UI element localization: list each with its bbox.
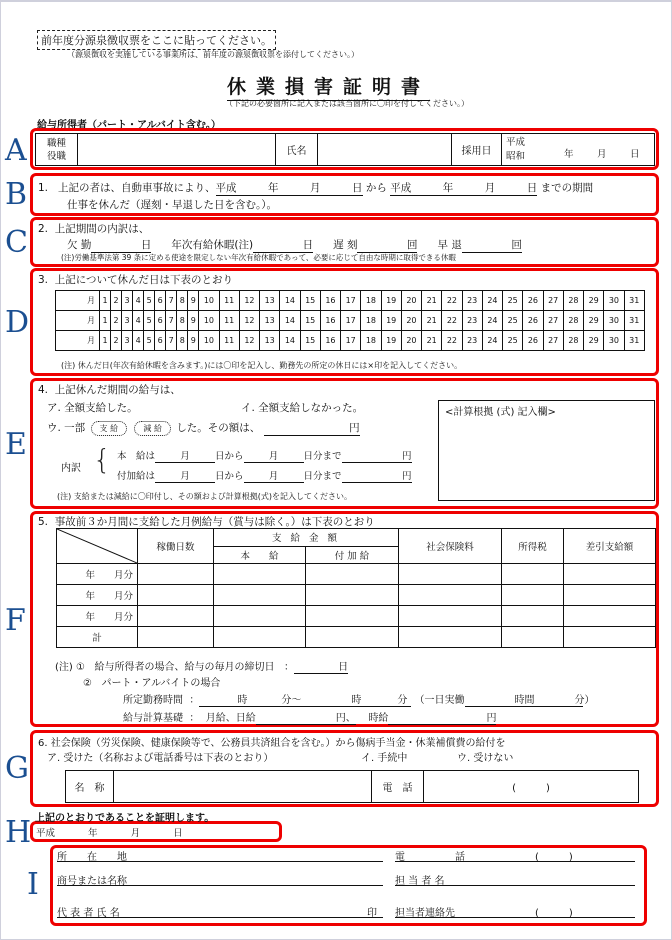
section-b-line1: 1. 上記の者は、自動車事故により、平成 年 月 日 から 平成 年 月 日 までの期間 (38, 182, 594, 194)
calendar-day-cell[interactable]: 29 (584, 311, 604, 331)
employee-type-label: 給与所得者（パート・アルバイト含む。） (37, 120, 221, 131)
oval-reduce[interactable]: 減 給 (134, 421, 171, 436)
table-row (57, 606, 656, 627)
calendar-day-cell[interactable]: 13 (260, 311, 280, 331)
insurance-info-table (65, 770, 639, 803)
calendar-day-cell[interactable]: 11 (219, 291, 239, 311)
breakdown-label: 内訳 (61, 463, 81, 474)
calendar-day-cell[interactable]: 16 (320, 331, 340, 351)
section-letter-g: G (5, 751, 29, 786)
cell[interactable] (564, 627, 656, 648)
calendar-day-cell[interactable]: 23 (462, 291, 482, 311)
paid-leave-days-field[interactable]: 日 (253, 237, 313, 253)
calendar-day-cell[interactable]: 11 (219, 331, 239, 351)
option-not-received[interactable]: ウ. 受けない (457, 753, 514, 764)
job-title-label: 職種 役職 (36, 134, 78, 166)
closing-day-field[interactable]: 日 (294, 658, 348, 674)
calendar-day-cell[interactable]: 8 (177, 291, 188, 311)
absence-calendar-table (55, 290, 645, 351)
absence-days-field[interactable]: 日 (91, 237, 151, 253)
calendar-month-cell[interactable]: 月 (56, 311, 100, 331)
cell[interactable] (502, 564, 564, 585)
calendar-day-cell[interactable]: 4 (133, 331, 144, 351)
extra-pay-from-month[interactable]: 月 (155, 468, 215, 483)
insurance-name-field[interactable] (114, 771, 372, 803)
contact-name-label: 担 当 者 名 (395, 876, 445, 887)
calendar-day-cell[interactable]: 23 (462, 311, 482, 331)
section-letter-f: F (5, 603, 26, 638)
calendar-day-cell[interactable]: 1 (100, 291, 111, 311)
calendar-day-cell[interactable]: 28 (563, 291, 583, 311)
diagonal-line-icon (57, 529, 137, 563)
insurance-name-label: 名 称 (66, 771, 114, 803)
calendar-month-cell[interactable]: 月 (56, 291, 100, 311)
calendar-day-cell[interactable]: 14 (280, 291, 300, 311)
calendar-day-cell[interactable]: 6 (155, 331, 166, 351)
calendar-day-cell[interactable]: 10 (199, 311, 219, 331)
calendar-day-cell[interactable]: 12 (239, 291, 259, 311)
calendar-day-cell[interactable]: 28 (563, 331, 583, 351)
brace-icon: { (93, 443, 111, 476)
calendar-day-cell[interactable]: 21 (422, 291, 442, 311)
col-work-days: 稼働日数 (138, 529, 214, 564)
calendar-day-cell[interactable]: 1 (100, 331, 111, 351)
job-title-field[interactable] (78, 134, 276, 166)
section-letter-h: H (5, 815, 32, 850)
section-e-note: (注) 支給または減給に〇印付し、その額および計算根拠(式)を記入してください。 (57, 492, 353, 501)
calendar-day-cell[interactable]: 21 (422, 331, 442, 351)
section-f-note-1: (注) ① 給与所得者の場合、給与の毎月の締切日 ： 日 (55, 658, 348, 674)
base-pay-amount[interactable]: 円 (342, 448, 412, 463)
calendar-day-cell[interactable]: 5 (144, 331, 155, 351)
partial-amount-field[interactable]: 円 (264, 420, 360, 436)
calendar-day-cell[interactable]: 22 (442, 331, 462, 351)
calendar-day-cell[interactable]: 10 (199, 291, 219, 311)
calendar-day-cell[interactable]: 17 (341, 311, 361, 331)
diagonal-header-cell (57, 529, 138, 564)
cell[interactable] (306, 564, 399, 585)
section-c-heading: 2. 上記期間の内訳は、 (38, 223, 150, 235)
calendar-day-cell[interactable]: 7 (166, 291, 177, 311)
option-partial: ウ. 一部 支 給 減 給 した。その額は、 円 (47, 422, 360, 434)
absence-end-date[interactable]: 平成 年 月 日 (390, 182, 538, 194)
monthly-daily-wage-field[interactable]: 円、 (256, 709, 356, 725)
hire-date-label: 採用日 (452, 134, 502, 166)
address-field[interactable] (57, 848, 383, 862)
cell[interactable] (399, 627, 502, 648)
document-title: 休業損害証明書 (227, 72, 430, 101)
representative-label: 代 表 者 氏 名 (57, 908, 120, 919)
calendar-day-cell[interactable]: 26 (523, 311, 543, 331)
calendar-day-cell[interactable]: 16 (320, 311, 340, 331)
section-d-note: (注) 休んだ日(年次有給休暇を含みます。)には〇印を記入し、勤務先の所定の休日には×印を記入してください。 (61, 361, 463, 370)
calendar-day-cell[interactable]: 12 (239, 331, 259, 351)
hourly-wage-field[interactable]: 円 (388, 709, 496, 725)
base-pay-row: 本 給は 月 日から 月 日分まで 円 (117, 448, 412, 463)
cell[interactable] (138, 564, 214, 585)
start-time-field[interactable]: 時 分〜 (199, 691, 303, 707)
calendar-day-cell[interactable]: 9 (188, 311, 199, 331)
calendar-day-cell[interactable]: 9 (188, 331, 199, 351)
cell[interactable] (502, 606, 564, 627)
calendar-day-cell[interactable]: 3 (122, 291, 133, 311)
table-row (57, 564, 656, 585)
calendar-day-cell[interactable]: 16 (320, 291, 340, 311)
calendar-day-cell[interactable]: 5 (144, 291, 155, 311)
calendar-day-cell[interactable]: 24 (482, 331, 502, 351)
calendar-day-cell[interactable]: 30 (604, 291, 624, 311)
cell[interactable] (502, 585, 564, 606)
cell[interactable] (564, 606, 656, 627)
section-letter-b: B (5, 177, 28, 212)
cell[interactable] (138, 606, 214, 627)
calendar-day-cell[interactable]: 15 (300, 331, 320, 351)
calendar-day-cell[interactable]: 12 (239, 311, 259, 331)
section-g-heading: 6. 社会保険（労災保険、健康保険等で、公務員共済組合を含む。）から傷病手当金・休業補償費の給付を (38, 738, 506, 749)
base-pay-to-month[interactable]: 月 (244, 448, 304, 463)
calendar-day-cell[interactable]: 25 (503, 291, 523, 311)
calendar-day-cell[interactable]: 27 (543, 311, 563, 331)
calendar-day-cell[interactable]: 4 (133, 311, 144, 331)
calendar-day-cell[interactable]: 14 (280, 331, 300, 351)
cell[interactable] (214, 627, 306, 648)
option-not-paid[interactable]: イ. 全額支給しなかった。 (241, 402, 364, 414)
row-label-month-3: 年 月分 (57, 606, 138, 627)
end-time-field[interactable]: 時 分 (303, 691, 411, 707)
insurance-phone-label: 電 話 (372, 771, 424, 803)
representative-name-field[interactable] (57, 904, 383, 918)
section-d-heading: 3. 上記について休んだ日は下表のとおり (38, 274, 234, 286)
calendar-day-cell[interactable]: 2 (111, 331, 122, 351)
calendar-row (56, 331, 645, 351)
seal-mark: 印 (367, 908, 377, 919)
calendar-day-cell[interactable]: 29 (584, 331, 604, 351)
row-label-month-1: 年 月分 (57, 564, 138, 585)
cell[interactable] (214, 564, 306, 585)
calendar-day-cell[interactable]: 22 (442, 291, 462, 311)
calendar-day-cell[interactable]: 13 (260, 331, 280, 351)
col-net-pay: 差引支給額 (564, 529, 656, 564)
extra-pay-amount[interactable]: 円 (342, 468, 412, 483)
calendar-day-cell[interactable]: 19 (381, 331, 401, 351)
calendar-day-cell[interactable]: 3 (122, 331, 133, 351)
table-row (57, 627, 656, 648)
calendar-day-cell[interactable]: 19 (381, 311, 401, 331)
calendar-day-cell[interactable]: 1 (100, 311, 111, 331)
section-b-line2: 仕事を休んだ（遅刻・早退した日を含む。）。 (67, 199, 277, 211)
extra-pay-row: 付加給は 月 日から 月 日分まで 円 (117, 468, 412, 483)
calendar-day-cell[interactable]: 18 (361, 331, 381, 351)
insurance-phone-field[interactable]: ( ) (424, 771, 639, 803)
scheduled-hours-row: 所定勤務時間 ： 時 分〜 時 分 （一日実働 時間 分） (123, 691, 583, 707)
base-pay-from-month[interactable]: 月 (155, 448, 215, 463)
section-letter-c: C (5, 225, 28, 260)
calendar-day-cell[interactable]: 26 (523, 291, 543, 311)
calendar-day-cell[interactable]: 30 (604, 311, 624, 331)
row-label-month-2: 年 月分 (57, 585, 138, 606)
certification-statement: 上記のとおりであることを証明します。 (35, 813, 215, 824)
calendar-day-cell[interactable]: 30 (604, 331, 624, 351)
title-note: （下記の必要箇所に記入または該当箇所に〇印を付してください。） (225, 99, 469, 108)
name-field[interactable] (318, 134, 452, 166)
company-name-label: 商号または名称 (57, 876, 127, 887)
paste-subnote: （源泉徴収を実施している事業所は、前年度の源泉徴収票を添付してください。） (67, 50, 359, 59)
calendar-day-cell[interactable]: 21 (422, 311, 442, 331)
calendar-month-cell[interactable]: 月 (56, 331, 100, 351)
phone-label: 電 話 (395, 852, 465, 863)
contact-phone-label: 担当者連絡先 (395, 908, 455, 919)
section-letter-i: I (27, 867, 39, 902)
cell[interactable] (399, 564, 502, 585)
section-letter-a: A (5, 133, 27, 168)
calendar-day-cell[interactable]: 5 (144, 311, 155, 331)
extra-pay-to-month[interactable]: 月 (244, 468, 304, 483)
col-extra-pay: 付 加 給 (306, 546, 399, 564)
calendar-day-cell[interactable]: 9 (188, 291, 199, 311)
calendar-day-cell[interactable]: 31 (624, 331, 644, 351)
calendar-day-cell[interactable]: 23 (462, 331, 482, 351)
calendar-day-cell[interactable]: 27 (543, 291, 563, 311)
contact-phone-field[interactable]: 担当者連絡先 ( ) (395, 904, 635, 918)
contact-name-field[interactable] (395, 872, 635, 886)
daily-hours-field[interactable]: 時間 分） (465, 691, 583, 707)
calendar-day-cell[interactable]: 20 (401, 311, 421, 331)
late-count-field[interactable]: 回 (357, 237, 417, 253)
calendar-row (56, 291, 645, 311)
paste-notice-box (37, 30, 276, 50)
calendar-day-cell[interactable]: 18 (361, 311, 381, 331)
cell[interactable] (502, 627, 564, 648)
calendar-day-cell[interactable]: 10 (199, 331, 219, 351)
calendar-day-cell[interactable]: 6 (155, 291, 166, 311)
early-leave-count-field[interactable]: 回 (462, 237, 522, 253)
calendar-day-cell[interactable]: 31 (624, 291, 644, 311)
calendar-day-cell[interactable]: 3 (122, 311, 133, 331)
cell[interactable] (306, 627, 399, 648)
calendar-day-cell[interactable]: 28 (563, 311, 583, 331)
cell[interactable] (399, 606, 502, 627)
calendar-day-cell[interactable]: 27 (543, 331, 563, 351)
cell[interactable] (138, 627, 214, 648)
company-name-field[interactable] (57, 872, 383, 886)
cell[interactable] (214, 606, 306, 627)
cell[interactable] (306, 606, 399, 627)
calendar-day-cell[interactable]: 17 (341, 331, 361, 351)
employee-info-table (35, 133, 655, 166)
option-received[interactable]: ア. 受けた（名称および電話番号は下表のとおり） (47, 753, 274, 764)
calendar-day-cell[interactable]: 8 (177, 331, 188, 351)
calendar-day-cell[interactable]: 7 (166, 311, 177, 331)
section-f-heading: 5. 事故前３か月間に支給した月例給与（賞与は除く。）は下表のとおり (38, 516, 375, 528)
hire-date-field[interactable]: 平成 昭和 年 月 日 (502, 134, 655, 166)
section-c-note: (注)労働基準法第 39 条に定める使途を限定しない年次有給休暇であって、必要に応じて自由な時期に取得できる休暇 (61, 253, 456, 262)
cell[interactable] (214, 585, 306, 606)
calendar-day-cell[interactable]: 14 (280, 311, 300, 331)
col-income-tax: 所得税 (502, 529, 564, 564)
calendar-day-cell[interactable]: 4 (133, 291, 144, 311)
cell[interactable] (564, 585, 656, 606)
salary-basis-row: 給与計算基礎 ： 月給、日給 円、 時給 円 (123, 709, 496, 725)
phone-field[interactable]: 電 話 ( ) (395, 848, 635, 862)
address-label: 所 在 地 (57, 852, 127, 863)
calendar-day-cell[interactable]: 11 (219, 311, 239, 331)
calendar-day-cell[interactable]: 25 (503, 311, 523, 331)
option-in-progress[interactable]: イ. 手続中 (361, 753, 408, 764)
paste-notice: 前年度分源泉徴収票をここに貼ってください。 (41, 34, 272, 47)
option-full-paid[interactable]: ア. 全額支給した。 (47, 402, 138, 414)
calendar-row (56, 311, 645, 331)
oval-pay[interactable]: 支 給 (91, 421, 128, 436)
name-label: 氏名 (276, 134, 318, 166)
section-f-note-2: ② パート・アルバイトの場合 (83, 678, 221, 689)
cell[interactable] (138, 585, 214, 606)
section-letter-e: E (5, 427, 27, 462)
calendar-day-cell[interactable]: 8 (177, 311, 188, 331)
cell[interactable] (306, 585, 399, 606)
col-base-pay: 本 給 (214, 546, 306, 564)
row-label-total: 計 (57, 627, 138, 648)
calendar-day-cell[interactable]: 17 (341, 291, 361, 311)
calendar-day-cell[interactable]: 22 (442, 311, 462, 331)
calendar-day-cell[interactable]: 26 (523, 331, 543, 351)
calendar-day-cell[interactable]: 19 (381, 291, 401, 311)
cell[interactable] (564, 564, 656, 585)
calendar-day-cell[interactable]: 15 (300, 311, 320, 331)
calendar-day-cell[interactable]: 31 (624, 311, 644, 331)
calendar-day-cell[interactable]: 24 (482, 291, 502, 311)
col-pay-amount: 支 給 金 額 (214, 529, 399, 547)
calendar-day-cell[interactable]: 6 (155, 311, 166, 331)
salary-table (56, 528, 656, 648)
calendar-day-cell[interactable]: 15 (300, 291, 320, 311)
section-e-heading: 4. 上記休んだ期間の給与は、 (38, 384, 181, 396)
absence-start-date[interactable]: 平成 年 月 日 (215, 182, 363, 194)
calendar-day-cell[interactable]: 7 (166, 331, 177, 351)
calendar-day-cell[interactable]: 2 (111, 311, 122, 331)
section-letter-d: D (5, 305, 30, 340)
calc-box-label: <計算根拠 (式) 記入欄> (445, 407, 556, 418)
calculation-basis-box[interactable] (438, 400, 655, 501)
calendar-day-cell[interactable]: 13 (260, 291, 280, 311)
calendar-day-cell[interactable]: 25 (503, 331, 523, 351)
calendar-day-cell[interactable]: 20 (401, 331, 421, 351)
section-c-fields: 欠 勤 日 年次有給休暇(注) 日 遅 刻 回 早 退 回 (67, 239, 522, 251)
calendar-day-cell[interactable]: 18 (361, 291, 381, 311)
cell[interactable] (399, 585, 502, 606)
certification-date[interactable]: 平成 年 月 日 (36, 828, 183, 839)
calendar-day-cell[interactable]: 24 (482, 311, 502, 331)
col-social-insurance: 社会保険料 (399, 529, 502, 564)
calendar-day-cell[interactable]: 29 (584, 291, 604, 311)
calendar-day-cell[interactable]: 2 (111, 291, 122, 311)
calendar-day-cell[interactable]: 20 (401, 291, 421, 311)
table-row (57, 585, 656, 606)
